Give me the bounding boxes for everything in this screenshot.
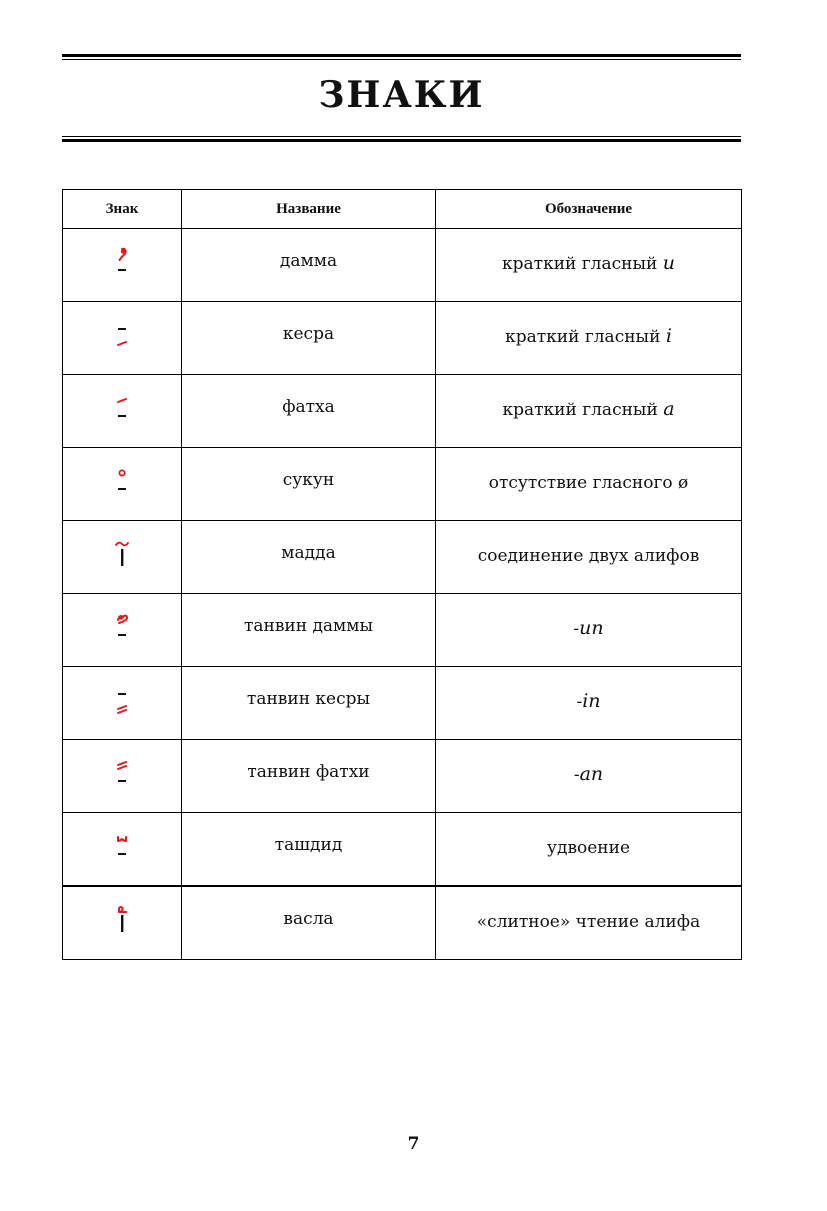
sign-name: кесра (282, 324, 335, 344)
sign-cell (63, 740, 182, 813)
header-sign: Знак (63, 190, 182, 229)
table-row (63, 375, 742, 448)
fatha-sign-icon (102, 388, 142, 434)
name-cell (182, 813, 436, 887)
description-cell (436, 813, 742, 887)
page-title: ЗНАКИ (318, 74, 485, 116)
description-cell (436, 594, 742, 667)
latin-transliteration: an (579, 763, 604, 785)
sign-cell (63, 667, 182, 740)
sign-description: соединение двух алифов (477, 546, 700, 566)
name-cell (182, 886, 436, 960)
sign-cell (63, 229, 182, 302)
header-name: Название (182, 190, 436, 229)
table-row (63, 740, 742, 813)
sign-name: сукун (282, 470, 335, 490)
sign-description: краткий гласный i (505, 325, 672, 347)
top-rule-thin (62, 59, 741, 60)
page-number: 7 (407, 1134, 420, 1154)
name-cell (182, 667, 436, 740)
sign-description: удвоение (546, 838, 631, 858)
sign-cell (63, 448, 182, 521)
sign-cell (63, 813, 182, 887)
sign-name: васла (283, 909, 334, 929)
sign-cell (63, 375, 182, 448)
description-cell (436, 740, 742, 813)
latin-transliteration: u (662, 252, 675, 274)
name-cell (182, 448, 436, 521)
description-cell (436, 521, 742, 594)
table-row (63, 229, 742, 302)
table-row (63, 667, 742, 740)
tanwin-damma-sign-icon (102, 607, 142, 653)
sign-name: ташдид (274, 835, 343, 855)
sign-name: фатха (282, 397, 335, 417)
sign-cell (63, 302, 182, 375)
sign-name: танвин кесры (246, 689, 371, 709)
name-cell (182, 375, 436, 448)
table-row (63, 594, 742, 667)
bottom-rule-thin (62, 136, 741, 137)
sign-cell (63, 886, 182, 960)
latin-transliteration: un (579, 617, 604, 639)
latin-transliteration: a (663, 398, 675, 420)
table-row (63, 302, 742, 375)
sign-name: танвин даммы (243, 616, 374, 636)
description-cell (436, 886, 742, 960)
sign-name: танвин фатхи (247, 762, 370, 782)
tanwin-kasra-sign-icon (102, 680, 142, 726)
signs-table (62, 189, 742, 960)
bottom-rule-thick (62, 139, 741, 142)
table-row (63, 448, 742, 521)
madda-sign-icon (102, 534, 142, 580)
table-row (63, 813, 742, 887)
sign-name: дамма (279, 251, 338, 271)
description-cell (436, 229, 742, 302)
name-cell (182, 302, 436, 375)
name-cell (182, 594, 436, 667)
name-cell (182, 229, 436, 302)
shadda-sign-icon (102, 826, 142, 872)
latin-transliteration: in (582, 690, 601, 712)
sign-description: -in (576, 690, 601, 712)
sign-description: -un (573, 617, 604, 639)
sign-name: мадда (281, 543, 336, 563)
sign-description: «слитное» чтение алифа (476, 912, 701, 932)
wasla-sign-icon (102, 900, 142, 946)
top-rule-thick (62, 54, 741, 57)
description-cell (436, 302, 742, 375)
sign-description: краткий гласный a (502, 398, 675, 420)
sukun-sign-icon (102, 461, 142, 507)
name-cell (182, 521, 436, 594)
sign-description: краткий гласный u (502, 252, 675, 274)
damma-sign-icon (102, 242, 142, 288)
sign-cell (63, 521, 182, 594)
sign-description: -an (573, 763, 604, 785)
sign-description: отсутствие гласного ø (488, 473, 689, 493)
table-row (63, 886, 742, 960)
table-row (63, 521, 742, 594)
sign-cell (63, 594, 182, 667)
table-header-row (63, 190, 742, 229)
description-cell (436, 667, 742, 740)
latin-transliteration: i (665, 325, 672, 347)
description-cell (436, 375, 742, 448)
tanwin-fatha-sign-icon (102, 753, 142, 799)
header-description: Обозначение (436, 190, 742, 229)
name-cell (182, 740, 436, 813)
description-cell (436, 448, 742, 521)
kasra-sign-icon (102, 315, 142, 361)
